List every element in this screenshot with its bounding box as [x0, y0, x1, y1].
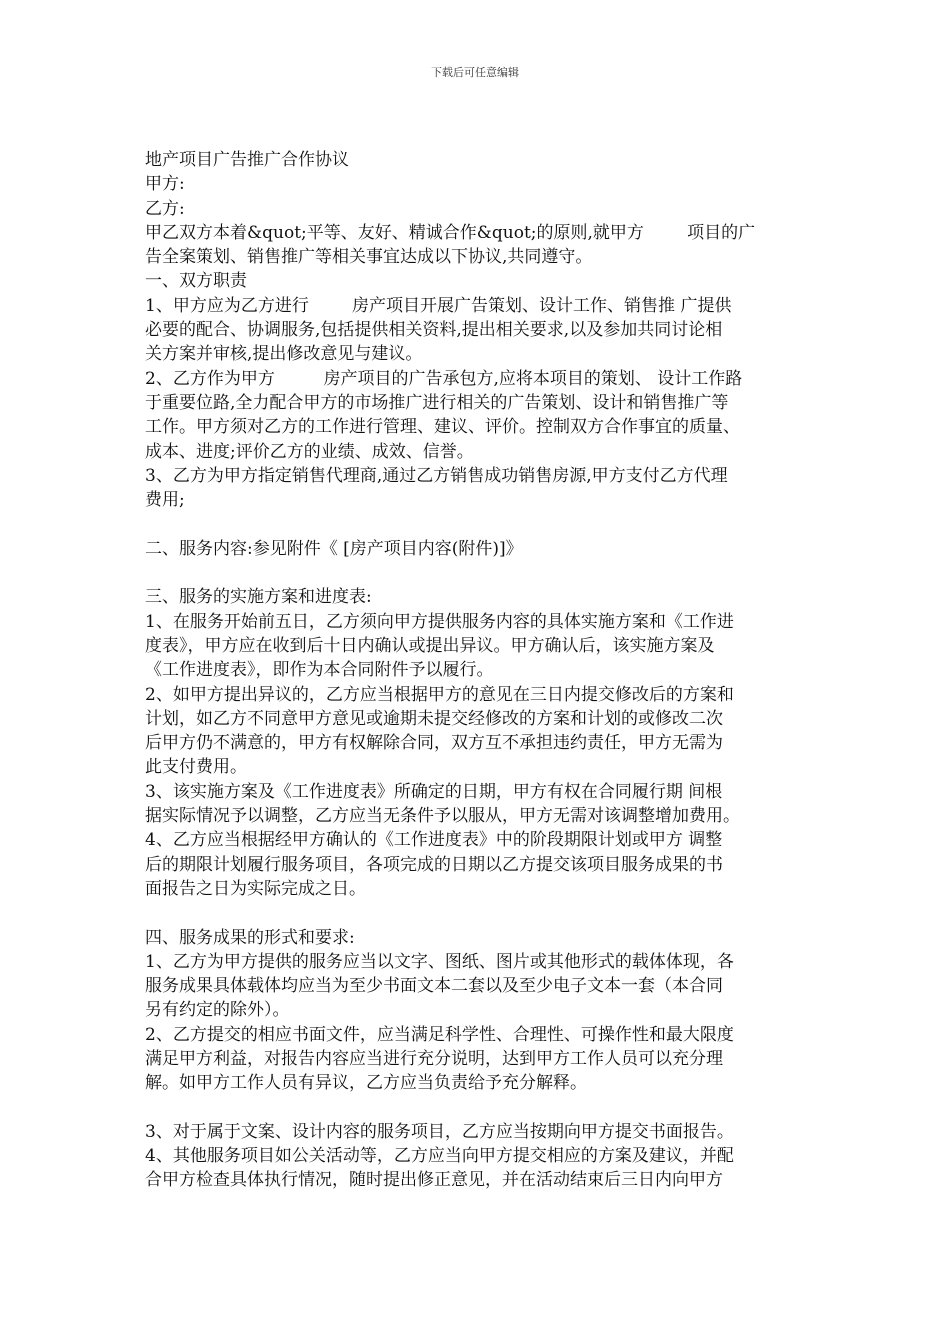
document-line: 合甲方检查具体执行情况，随时提出修正意见，并在活动结束后三日内向甲方 — [145, 1170, 723, 1191]
document-line: 据实际情况予以调整，乙方应当无条件予以服从，甲方无需对该调整增加费用。 — [145, 806, 740, 827]
document-line: 2、如甲方提出异议的，乙方应当根据甲方的意见在三日内提交修改后的方案和 — [145, 684, 734, 705]
document-line: 于重要位路,全力配合甲方的市场推广进行相关的广告策划、设计和销售推广等 — [145, 392, 729, 413]
document-line: 3、乙方为甲方指定销售代理商,通过乙方销售成功销售房源,甲方支付乙方代理 — [145, 465, 728, 486]
document-line: 2、乙方提交的相应书面文件，应当满足科学性、合理性、可操作性和最大限度 — [145, 1024, 734, 1045]
document-line: 乙方: — [145, 198, 185, 219]
document-line: 解。如甲方工作人员有异议，乙方应当负责给予充分解释。 — [145, 1073, 587, 1094]
document-line: 度表》，甲方应在收到后十日内确认或提出异议。甲方确认后，该实施方案及 — [145, 635, 715, 656]
document-line: 2、乙方作为甲方 房产项目的广告承包方,应将本项目的策划、 设计工作路 — [145, 368, 743, 389]
document-line: 此支付费用。 — [145, 757, 247, 778]
document-line: 1、甲方应为乙方进行 房产项目开展广告策划、设计工作、销售推 广提供 — [145, 295, 732, 316]
document-line: 另有约定的除外）。 — [145, 1000, 290, 1021]
document-line: 后的期限计划履行服务项目，各项完成的日期以乙方提交该项目服务成果的书 — [145, 854, 723, 875]
blank-line — [145, 1096, 810, 1120]
document-line: 1、乙方为甲方提供的服务应当以文字、图纸、图片或其他形式的载体体现，各 — [145, 951, 734, 972]
blank-line — [145, 561, 810, 585]
document-line: 四、服务成果的形式和要求: — [145, 927, 355, 948]
document-line: 4、乙方应当根据经甲方确认的《工作进度表》中的阶段期限计划或甲方 调整 — [145, 830, 723, 851]
document-line: 《工作进度表》，即作为本合同附件予以履行。 — [145, 660, 494, 681]
document-line: 面报告之日为实际完成之日。 — [145, 878, 366, 899]
document-body — [145, 148, 810, 1193]
document-line: 后甲方仍不满意的，甲方有权解除合同，双方互不承担违约责任，甲方无需为 — [145, 733, 723, 754]
document-line: 一、双方职责 — [145, 271, 247, 292]
document-line: 计划，如乙方不同意甲方意见或逾期未提交经修改的方案和计划的或修改二次 — [145, 708, 723, 729]
document-line: 告全案策划、销售推广等相关事宜达成以下协议,共同遵守。 — [145, 247, 593, 268]
document-line: 服务成果具体载体均应当为至少书面文本二套以及至少电子文本一套（本合同 — [145, 976, 723, 997]
document-line: 关方案并审核,提出修改意见与建议。 — [145, 344, 423, 365]
document-title: 地产项目广告推广合作协议 — [145, 150, 349, 170]
document-line: 工作。甲方须对乙方的工作进行管理、建议、评价。控制双方合作事宜的质量、 — [145, 417, 740, 438]
document-line: 三、服务的实施方案和进度表: — [145, 587, 372, 608]
document-line: 二、服务内容:参见附件《 [房产项目内容(附件)]》 — [145, 538, 523, 559]
document-line: 1、在服务开始前五日，乙方须向甲方提供服务内容的具体实施方案和《工作进 — [145, 611, 734, 632]
blank-line — [145, 901, 810, 925]
document-line: 3、对于属于文案、设计内容的服务项目，乙方应当按期向甲方提交书面报告。 — [145, 1121, 734, 1142]
document-line: 费用; — [145, 490, 185, 511]
page-header — [0, 66, 950, 80]
document-line: 3、该实施方案及《工作进度表》所确定的日期，甲方有权在合同履行期 间根 — [145, 781, 723, 802]
document-line: 必要的配合、协调服务,包括提供相关资料,提出相关要求,以及参加共同讨论相 — [145, 320, 723, 341]
document-line: 成本、进度;评价乙方的业绩、成效、信誉。 — [145, 441, 474, 462]
document-line: 甲乙双方本着&quot;平等、友好、精诚合作&quot;的原则,就甲方 项目的广 — [145, 222, 756, 243]
blank-line — [145, 512, 810, 536]
header-text: 下载后可任意编辑 — [431, 66, 519, 79]
document-line: 满足甲方利益，对报告内容应当进行充分说明，达到甲方工作人员可以充分理 — [145, 1048, 723, 1069]
document-line: 4、其他服务项目如公关活动等，乙方应当向甲方提交相应的方案及建议，并配 — [145, 1146, 734, 1167]
document-line: 甲方: — [145, 174, 185, 195]
